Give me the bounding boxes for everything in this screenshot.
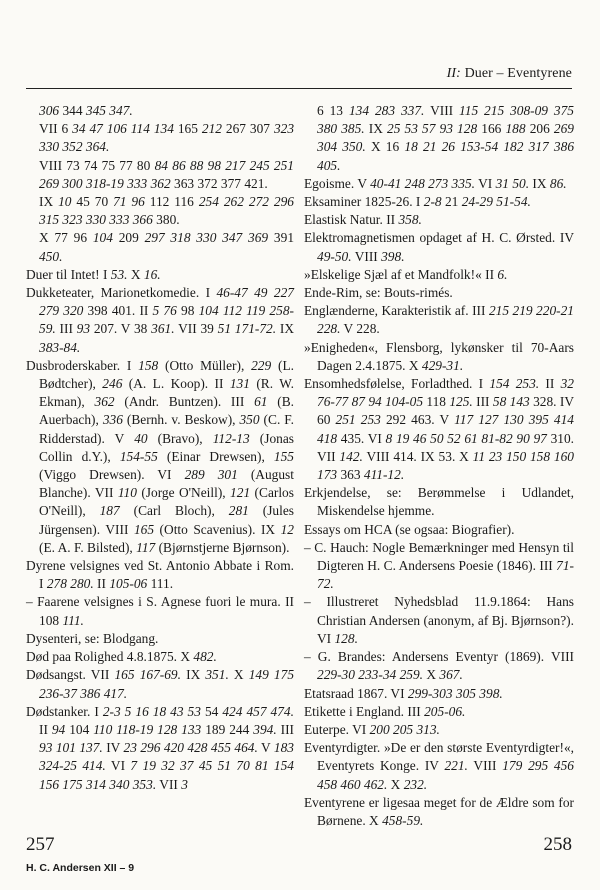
index-entry: Eksaminer 1825-26. I 2-8 21 24-29 51-54. (304, 194, 531, 210)
index-entry: Eventyrdigter. »De er den største Eventyrdigter!«, Eventyrets Konge. IV 221. VIII 179 295 456 458 460 462. X 232. (304, 740, 574, 792)
index-entry-continuation: VII 6 34 47 106 114 134 165 212 267 307 323 330 352 364. (39, 121, 295, 155)
index-entry: Ende-Rim, se: Bouts-rimés. (304, 285, 453, 301)
index-entry: Elastisk Natur. II 358. (304, 212, 422, 228)
index-entry: Død paa Rolighed 4.8.1875. X 482. (26, 649, 217, 665)
running-head (447, 66, 572, 82)
index-entry: Dødstanker. I 2-3 5 16 18 43 53 54 424 457 474. II 94 104 110 118-19 128 133 189 244 394. III 93 101 137. IV 23 296 420 428 455 464. V 183 324-25 414. VI 7 19 32 37 45 51 70 81 154 156 175 314 340 353. VII 3 (26, 703, 295, 792)
index-entry: Eventyrene er ligesaa meget for de Ældre som for Børnene. X 458-59. (304, 794, 574, 828)
index-column-left (26, 102, 294, 794)
index-entry: Dyrene velsignes ved St. Antonio Abbate i Rom. I 278 280. II 105-06 111. (26, 558, 294, 592)
index-entry: Euterpe. VI 200 205 313. (304, 721, 440, 737)
signature-mark: H. C. Andersen XII – 9 (26, 862, 135, 874)
index-entry-continuation: IX 10 45 70 71 96 112 116 254 262 272 296 315 323 330 333 366 380. (39, 194, 294, 228)
index-column-right (304, 102, 574, 830)
index-entry-continuation: 6 13 134 283 337. VIII 115 215 308-09 375 380 385. IX 25 53 57 93 128 166 188 206 269 304 350. X 16 18 21 26 153-54 182 317 386 405. (317, 103, 575, 173)
index-entry: Etikette i England. III 205-06. (304, 703, 466, 719)
index-entry: Ensomhedsfølelse, Forladthed. I 154 253. II 32 76-77 87 94 104-05 118 125. III 58 143 328. IV 60 251 253 292 463. V 117 127 130 395 414 418 435. VI 8 19 46 50 52 61 81-82 90 97 310. VII 142. VIII 414. IX 53. X 11 23 150 158 160 173 363 411-12. (304, 376, 575, 483)
index-entry: Dusbroderskaber. I 158 (Otto Müller), 229 (L. Bødtcher), 246 (A. L. Koop). II 131 (R. W. Ekman), 362 (Andr. Buntzen). III 61 (B. Auerbach), 336 (Bernh. v. Beskow), 350 (C. F. Ridderstad). V 40 (Bravo), 112-13 (Jonas Collin d.Y.), 154-55 (Einar Drewsen), 155 (Viggo Drewsen). VI 289 301 (August Blanche). VII 110 (Jorge O'Neill), 121 (Carlos O'Neill), 187 (Carl Bloch), 281 (Jules Jürgensen). VIII 165 (Otto Scavenius). IX 12 (E. A. F. Bilsted), 117 (Bjørnstjerne Bjørnson). (26, 357, 295, 555)
header-rule (26, 88, 572, 89)
index-entry: Erkjendelse, se: Berømmelse i Udlandet, Miskendelse hjemme. (304, 485, 574, 519)
page-number-left: 257 (26, 834, 55, 855)
index-entry: »Elskelige Sjæl af et Mandfolk!« II 6. (304, 266, 508, 282)
index-entry: Englænderne, Karakteristik af. III 215 219 220-21 228. V 228. (304, 303, 574, 337)
index-entry: Essays om HCA (se ogsaa: Biografier). (304, 521, 515, 537)
index-entry: Duer til Intet! I 53. X 16. (26, 266, 161, 282)
index-entry: Elektromagnetismen opdaget af H. C. Ørsted. IV 49-50. VIII 398. (304, 230, 574, 264)
index-entry: – G. Brandes: Andersens Eventyr (1869). VIII 229-30 233-34 259. X 367. (304, 649, 574, 683)
index-entry: »Enigheden«, Flensborg, lykønsker til 70-Aars Dagen 2.4.1875. X 429-31. (304, 339, 574, 373)
index-entry: Dysenteri, se: Blodgang. (26, 630, 159, 646)
index-entry: Etatsraad 1867. VI 299-303 305 398. (304, 685, 503, 701)
index-entry: Egoisme. V 40-41 248 273 335. VI 31 50. IX 86. (304, 175, 567, 191)
section-title: Duer – Eventyrene (464, 66, 572, 81)
index-entry-continuation: 306 344 345 347. (39, 103, 133, 118)
index-entry: – Faarene velsignes i S. Agnese fuori le mura. II 108 111. (26, 594, 294, 628)
index-entry-continuation: X 77 96 104 209 297 318 330 347 369 391 450. (39, 230, 295, 264)
index-entry: – C. Hauch: Nogle Bemærkninger med Hensyn til Digteren H. C. Andersens Poesie (1846). III 71-72. (304, 539, 574, 592)
index-entry-continuation: VIII 73 74 75 77 80 84 86 88 98 217 245 251 269 300 318-19 333 362 363 372 377 421. (39, 157, 295, 191)
page-number-right: 258 (543, 834, 572, 855)
index-entry: – Illustreret Nyhedsblad 11.9.1864: Hans Christian Andersen (anonym, af Bj. Bjørnson?). VI 128. (304, 594, 574, 646)
index-entry: Dukketeater, Marionetkomedie. I 46-47 49 227 279 320 398 401. II 5 76 98 104 112 119 258-59. III 93 207. V 38 361. VII 39 51 171-72. IX 383-84. (26, 285, 294, 355)
index-entry: Dødsangst. VII 165 167-69. IX 351. X 149 175 236-37 386 417. (26, 667, 295, 701)
volume-label: II: (446, 66, 461, 81)
